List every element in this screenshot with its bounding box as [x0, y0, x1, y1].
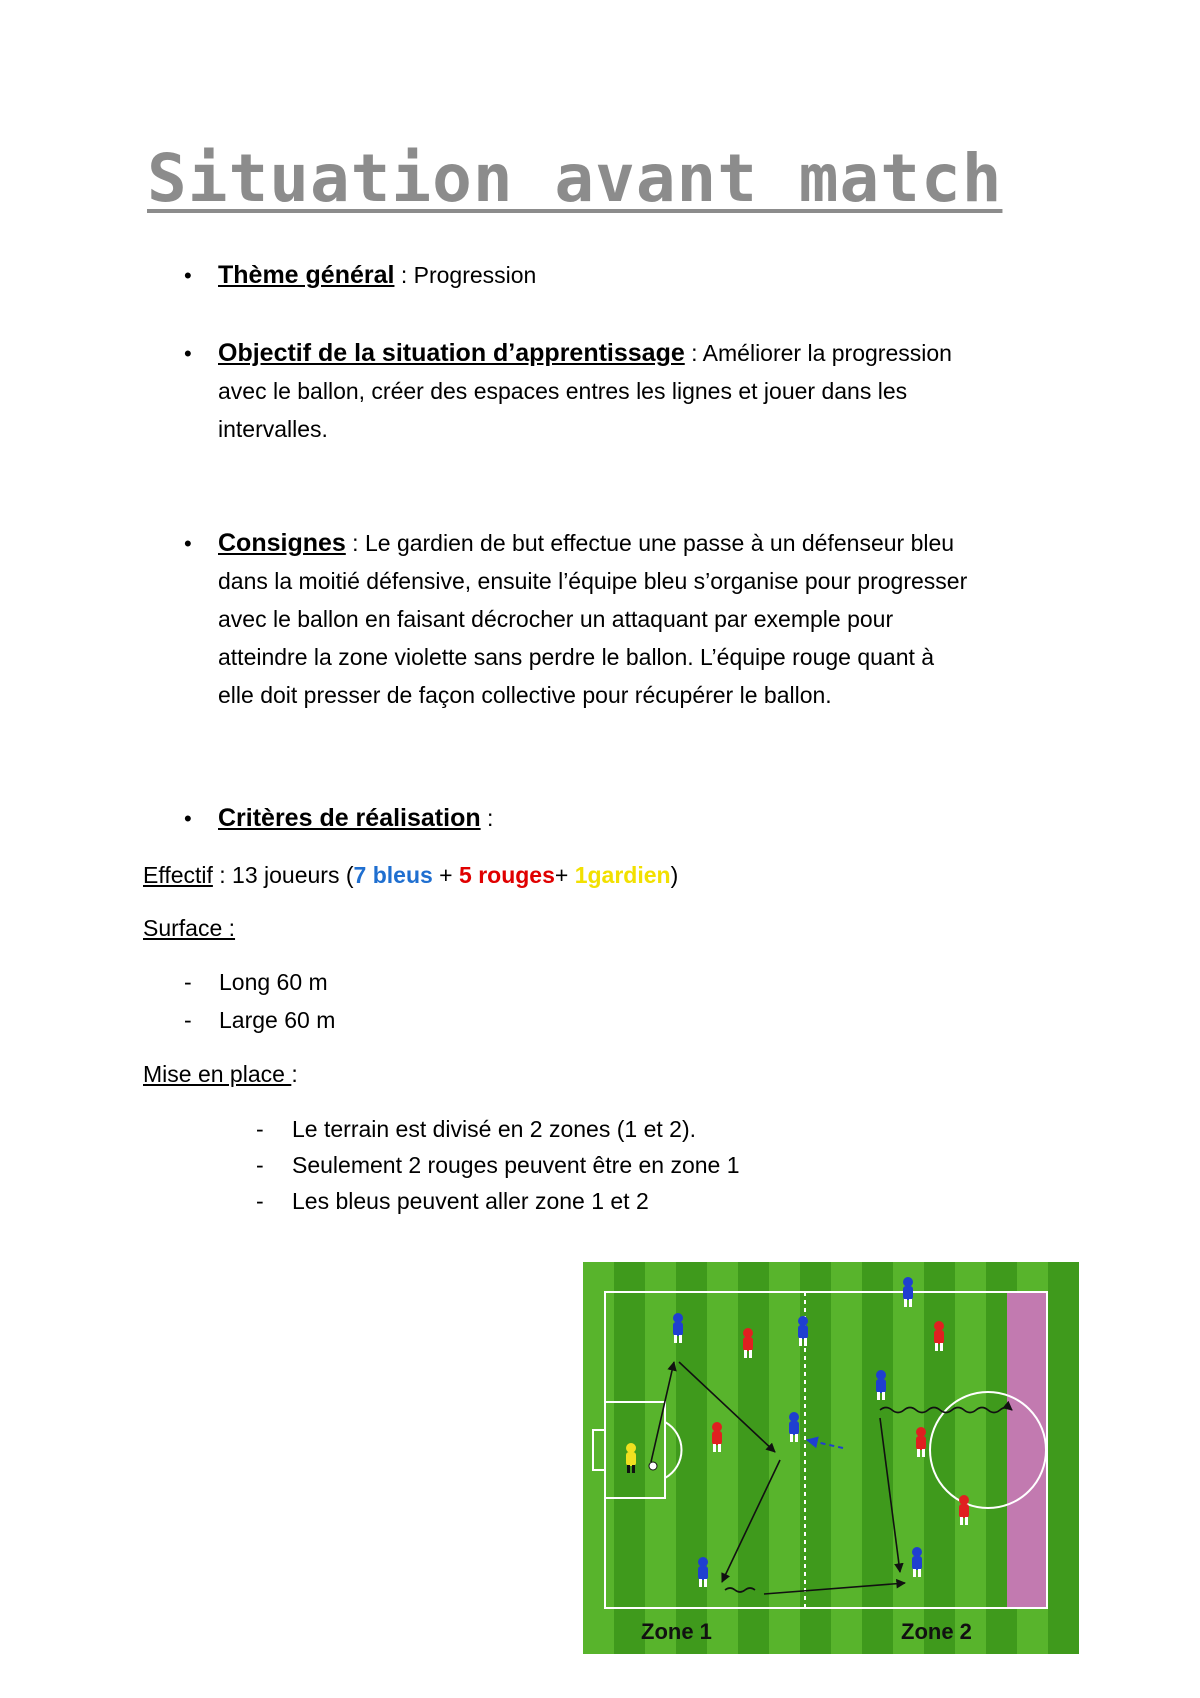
effectif-yellow: 1gardien [574, 862, 671, 888]
mise-item: Le terrain est divisé en 2 zones (1 et 2). [292, 1116, 696, 1142]
objectif-line: Améliorer la progression [702, 340, 952, 366]
dash-icon: - [256, 1152, 264, 1178]
dash-icon: - [184, 969, 192, 995]
effectif-label: Effectif [143, 862, 213, 888]
bullet-icon: • [184, 806, 192, 831]
objectif-sep: : [684, 340, 703, 366]
effectif-red: 5 rouges [459, 862, 555, 888]
zone-2-label: Zone 2 [901, 1619, 972, 1644]
consignes-sep: : [345, 530, 365, 556]
criteres-item [218, 799, 1078, 837]
surface-label: Surface : [143, 915, 236, 941]
surface-item: Large 60 m [219, 1007, 336, 1033]
consignes-line: Le gardien de but effectue une passe à un défenseur bleu [364, 530, 955, 556]
criteres-label: Critères de réalisation [218, 804, 481, 832]
theme-value: Progression [413, 262, 537, 288]
consignes-line: avec le ballon en faisant décrocher un attaquant par exemple pour [218, 606, 894, 632]
effectif-prefix: : 13 joueurs ( [212, 862, 354, 888]
consignes-line: atteindre la zone violette sans perdre le ballon. L’équipe rouge quant à [218, 644, 935, 670]
bullet-icon: • [184, 341, 192, 366]
effectif-suffix: ) [670, 862, 679, 888]
bullet-icon: • [184, 531, 192, 556]
page-title: Situation avant match [147, 140, 1003, 217]
consignes-line: dans la moitié défensive, ensuite l’équipe bleu s’organise pour progresser [218, 568, 968, 594]
consignes-label: Consignes [218, 529, 346, 557]
objectif-item [218, 334, 1078, 448]
ball-icon [649, 1462, 657, 1470]
pitch-diagram [583, 1262, 1079, 1654]
effectif-plus1: + [432, 862, 460, 888]
objectif-line: intervalles. [218, 416, 328, 442]
dash-icon: - [256, 1116, 264, 1142]
grass-stripes [583, 1262, 1079, 1654]
surface-item: Long 60 m [219, 969, 328, 995]
consignes-line: elle doit presser de façon collective pour récupérer le ballon. [218, 682, 832, 708]
zone-1-label: Zone 1 [641, 1619, 712, 1644]
effectif-plus2: + [554, 862, 575, 888]
theme-item [218, 256, 1078, 294]
criteres-sep: : [480, 805, 494, 831]
bullet-icon: • [184, 263, 192, 288]
theme-sep: : [394, 262, 414, 288]
mise-label: Mise en place [143, 1061, 292, 1087]
mise-item: Les bleus peuvent aller zone 1 et 2 [292, 1188, 649, 1214]
mise-item: Seulement 2 rouges peuvent être en zone 1 [292, 1152, 740, 1178]
dash-icon: - [256, 1188, 264, 1214]
mise-sep: : [291, 1061, 298, 1087]
objectif-label: Objectif de la situation d’apprentissage [218, 339, 685, 367]
effectif-line [143, 856, 678, 894]
effectif-blue: 7 bleus [353, 862, 433, 888]
theme-label: Thème général [218, 261, 395, 289]
objectif-line: avec le ballon, créer des espaces entres les lignes et jouer dans les [218, 378, 908, 404]
consignes-item [218, 524, 1078, 714]
purple-target-zone [1007, 1292, 1047, 1608]
dash-icon: - [184, 1007, 192, 1033]
mise-heading [143, 1055, 298, 1093]
